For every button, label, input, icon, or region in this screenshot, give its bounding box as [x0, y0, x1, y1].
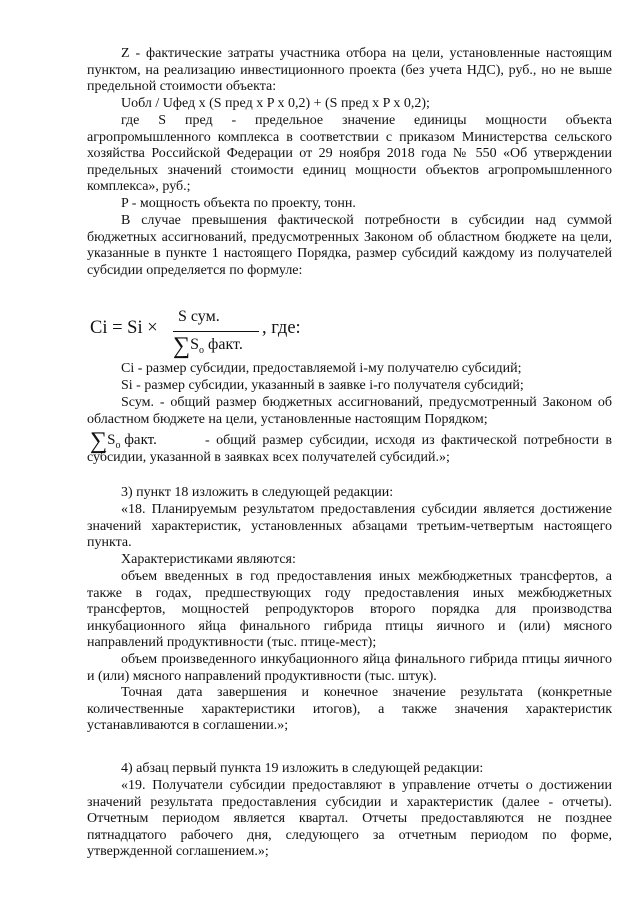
- item-3: 3) пункт 18 изложить в следующей редакции:: [121, 485, 394, 500]
- formula-line: Uобл / Uфед x (S пред x P x 0,2) + (S пред x P x 0,2);: [121, 96, 430, 111]
- sigma-term: $\sum S_о$ факт.: [90, 428, 157, 454]
- formula-denominator: $\sum S_о$ факт.: [173, 333, 243, 359]
- exact-date-paragraph: Точная дата завершения и конечное значение результата (конкретные количественные характеристики итогов), а также значения характеристик устанавливаются в соглашении.»;: [87, 685, 612, 734]
- point-19: «19. Получатели субсидии предоставляют в управление отчеты о достижении значений результата предоставления субсидии и характеристик (далее - отчеты). Отчетным периодом является квартал. Отчеты предоставляются не позднее пятнадцатого рабочего дня, следующего за отчетным периодом по форме, утвержденной соглашением.»;: [87, 778, 612, 860]
- volume-item-2: объем произведенного инкубационного яйца финального гибрида птицы яичного и (или) мясного направлений продуктивности (тыс. штук).: [87, 652, 612, 684]
- sigma-symbol: ∑: [173, 333, 191, 359]
- z-definition: Z - фактические затраты участника отбора на цели, установленные настоящим пунктом, на реализацию инвестиционного проекта (без учета НДС), руб., но не выше предельной стоимости объекта:: [87, 46, 612, 95]
- characteristics-intro: Характеристиками являются:: [121, 552, 296, 567]
- volume-item-1: объем введенных в год предоставления иных межбюджетных трансфертов, а также в годах, предшествующих году предоставления иных межбюджетных трансфертов, мощностей репродукторов второго порядка для производства инкубационного яйца финального гибрида птицы яичного и (или) мясного направлений продуктивности (тыс. птице-мест);: [87, 569, 612, 651]
- si-definition: Si - размер субсидии, указанный в заявке i-го получателя субсидий;: [121, 378, 524, 393]
- p-definition: P - мощность объекта по проекту, тонн.: [121, 196, 356, 211]
- excess-paragraph: В случае превышения фактической потребности в субсидии над суммой бюджетных ассигнований, предусмотренных Законом об областном бюджете на цели, указанные в пункте 1 настоящего Порядка, размер субсидий каждому из получателей субсидии определяется по формуле:: [87, 213, 612, 278]
- sigma-definition: - общий размер субсидии, исходя из фактической потребности в субсидии, указанной в заявках всех получателей субсидий.»;: [87, 433, 612, 465]
- item-4: 4) абзац первый пункта 19 изложить в следующей редакции:: [121, 761, 484, 776]
- fraction-bar: [173, 331, 259, 332]
- ci-definition: Ci - размер субсидии, предоставляемой i-му получателю субсидий;: [121, 361, 522, 376]
- point-18: «18. Планируемым результатом предоставления субсидии является достижение значений характеристик, установленных абзацами третьим-четвертым настоящего пункта.: [87, 502, 612, 551]
- formula-suffix: , где:: [262, 318, 301, 338]
- formula-numerator: S сум.: [178, 308, 220, 325]
- ssum-definition: Sсум. - общий размер бюджетных ассигнований, предусмотренный Законом об областном бюджете на цели, установленные настоящим Порядком;: [87, 395, 612, 427]
- formula-lhs: Ci = Si ×: [90, 318, 158, 338]
- s-pred-definition: где S пред - предельное значение единицы мощности объекта агропромышленного комплекса в соответствии с приказом Министерства сельского хозяйства Российской Федерации от 29 ноября 2018 года № 550 «Об утверждении предельных значений стоимости единиц мощности объектов агропромышленного комплекса», руб.;: [87, 113, 612, 195]
- formula-fraction: [173, 308, 273, 359]
